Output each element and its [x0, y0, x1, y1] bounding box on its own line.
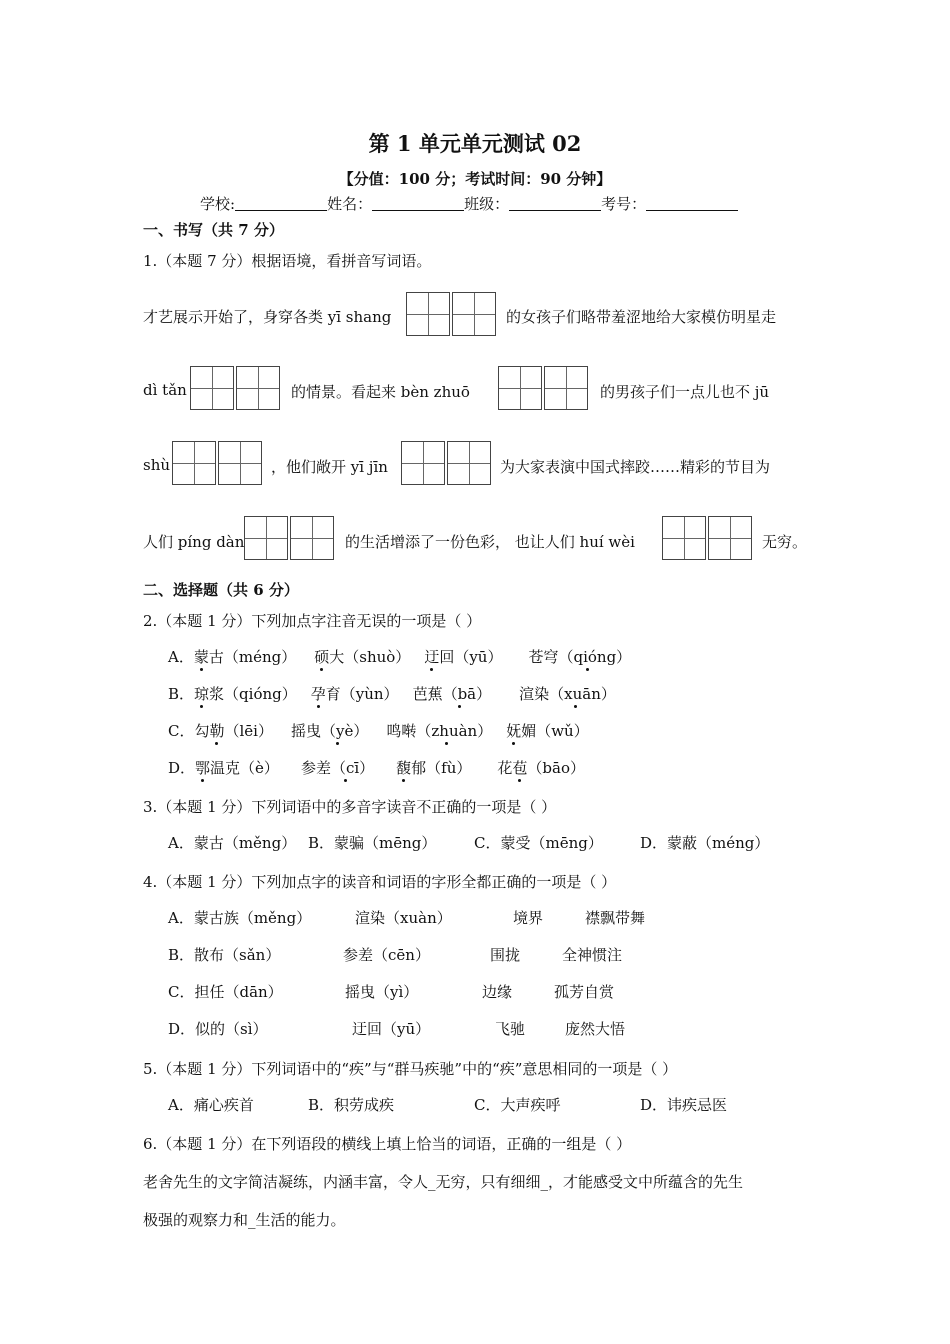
q4-option-c-part: 孤芳自赏 — [554, 983, 615, 1001]
q4-option-b[interactable]: B．散布（sǎn） — [168, 946, 281, 964]
q1-text: 的生活增添了一份色彩， 也让人们 huí wèi — [345, 533, 635, 551]
q5-option-d[interactable]: D．讳疾忌医 — [640, 1096, 728, 1114]
q1-text: 的男孩子们一点儿也不 jū — [600, 383, 770, 401]
q5-option-a[interactable]: A．痛心疾首 — [168, 1096, 254, 1114]
answer-boxes-pingdan[interactable] — [244, 516, 336, 560]
section-heading-choice: 二、选择题（共 6 分） — [143, 581, 299, 599]
q4-option-a[interactable]: A．蒙古族（měng） — [168, 909, 312, 927]
q4-option-d-part: 庞然大悟 — [565, 1020, 626, 1038]
q1-text: shù — [143, 456, 171, 474]
q1-text: 的情景。看起来 bèn zhuō — [291, 383, 470, 401]
q3-option-b[interactable]: B．蒙骗（mēng） — [308, 834, 437, 852]
answer-boxes-jushu[interactable] — [172, 441, 264, 485]
student-info-line — [200, 193, 738, 214]
q3-option-d[interactable]: D．蒙蔽（méng） — [640, 834, 770, 852]
class-blank[interactable] — [509, 196, 601, 211]
q2-option-c[interactable]: C．勾勒（lēi） 摇曳（yè） 鸣啭（zhuàn） 妩媚（wǔ） — [168, 722, 589, 740]
q4-option-a-part: 境界 — [513, 909, 544, 927]
page-title: 第 1 单元单元测试 02 — [368, 131, 582, 156]
q1-text: dì tǎn — [143, 381, 187, 399]
q3-option-a[interactable]: A．蒙古（měng） — [168, 834, 297, 852]
q4-option-d[interactable]: D．似的（sì） — [168, 1020, 268, 1038]
q5-option-c[interactable]: C．大声疾呼 — [474, 1096, 561, 1114]
q4-stem: 4.（本题 1 分）下列加点字的读音和词语的字形全都正确的一项是（ ） — [143, 873, 617, 891]
q1-text: 为大家表演中国式摔跤……精彩的节目为 — [500, 458, 771, 476]
name-label: 姓名： — [327, 195, 373, 213]
q2-stem: 2.（本题 1 分）下列加点字注音无误的一项是（ ） — [143, 612, 482, 630]
q2-option-a[interactable]: A．蒙古（méng） 硕大（shuò） 迂回（yū） 苍穹（qióng） — [168, 648, 632, 666]
answer-boxes-ditan[interactable] — [190, 366, 282, 410]
q4-option-a-part: 襟飘带舞 — [585, 909, 646, 927]
exam-meta: 【分值：100 分；考试时间：90 分钟】 — [338, 170, 612, 188]
q1-text: ，他们敞开 yī jīn — [271, 458, 388, 476]
q4-option-d-part: 迂回（yū） — [352, 1020, 431, 1038]
q1-text: 无穷。 — [762, 533, 808, 551]
q1-stem: 1.（本题 7 分）根据语境，看拼音写词语。 — [143, 252, 432, 270]
q2-option-b[interactable]: B．琼浆（qióng） 孕育（yùn） 芭蕉（bā） 渲染（xuān） — [168, 685, 616, 703]
q5-stem: 5.（本题 1 分）下列词语中的“疾”与“群马疾驰”中的“疾”意思相同的一项是（ ） — [143, 1060, 678, 1078]
school-blank[interactable] — [235, 196, 327, 211]
q5-option-b[interactable]: B．积劳成疾 — [308, 1096, 395, 1114]
q4-option-b-part: 参差（cēn） — [343, 946, 430, 964]
q6-passage-line2: 极强的观察力和_生活的能力。 — [143, 1211, 346, 1229]
number-label: 考号： — [601, 195, 647, 213]
q4-option-c-part: 边缘 — [482, 983, 513, 1001]
q4-option-a-part: 渲染（xuàn） — [355, 909, 452, 927]
q4-option-b-part: 全神惯注 — [562, 946, 623, 964]
school-label: 学校: — [200, 195, 236, 213]
q4-option-d-part: 飞驰 — [495, 1020, 526, 1038]
q4-option-c[interactable]: C．担任（dān） — [168, 983, 283, 1001]
q4-option-b-part: 围拢 — [490, 946, 521, 964]
number-blank[interactable] — [646, 196, 738, 211]
class-label: 班级： — [464, 195, 510, 213]
answer-boxes-huiwei[interactable] — [662, 516, 754, 560]
q1-text: 才艺展示开始了，身穿各类 yī shang — [143, 308, 392, 326]
q2-option-d[interactable]: D．鄂温克（è） 参差（cī） 馥郁（fù） 花苞（bāo） — [168, 759, 585, 777]
q4-option-c-part: 摇曳（yì） — [345, 983, 419, 1001]
answer-boxes-yijin[interactable] — [401, 441, 493, 485]
q3-option-c[interactable]: C．蒙受（mēng） — [474, 834, 603, 852]
answer-boxes-yishang[interactable] — [406, 292, 498, 336]
q6-passage-line1: 老舍先生的文字简洁凝练，内涵丰富，令人_无穷，只有细细_，才能感受文中所蕴含的先生 — [143, 1173, 744, 1191]
name-blank[interactable] — [372, 196, 464, 211]
q3-stem: 3.（本题 1 分）下列词语中的多音字读音不正确的一项是（ ） — [143, 798, 557, 816]
q1-text: 人们 píng dàn — [143, 533, 245, 551]
answer-boxes-benzhuo[interactable] — [498, 366, 590, 410]
q6-stem: 6.（本题 1 分）在下列语段的横线上填上恰当的词语，正确的一组是（ ） — [143, 1135, 632, 1153]
q1-text: 的女孩子们略带羞涩地给大家模仿明星走 — [506, 308, 777, 326]
section-heading-writing: 一、书写（共 7 分） — [143, 221, 284, 239]
